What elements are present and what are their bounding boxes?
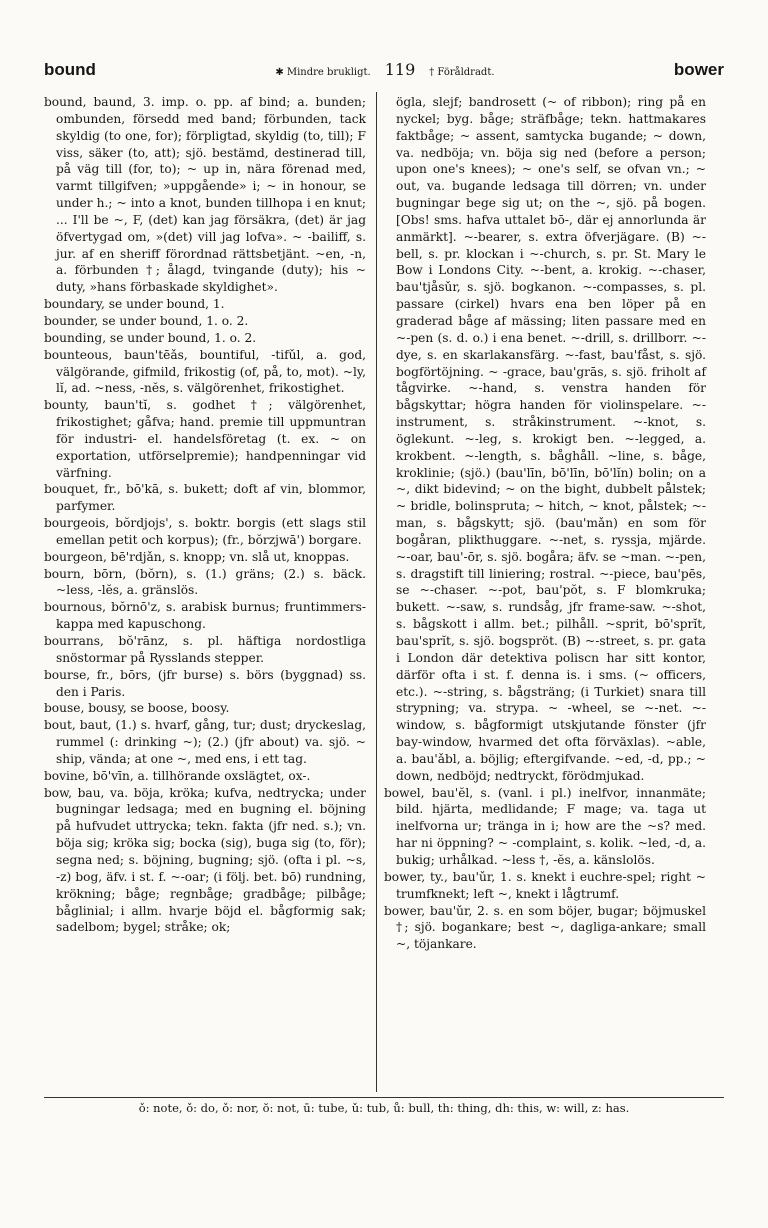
entry-bounding: bounding, se under bound, 1. o. 2. <box>44 330 257 345</box>
page-header <box>44 60 724 84</box>
entry-bournous: bournous, bŏrnō'z, s. arabisk burnus; fruntimmers-kappa med kapuschong. <box>44 600 366 632</box>
left-guide-word: bound <box>44 60 96 79</box>
entry-bound: bound, baund, 3. imp. o. pp. af bind; a. bunden; ombunden, försedd med band; förbunden, tack skyldig (to one, for); förpligtad, skyldig (to, till); F viss, säker (to, att); sjö. bestämd, destinerad till, på väg till (for, to); ~ up in, nära förenad med, varmt tillgifven; »uppgående» i; ~ in honour, se under h.; ~ into a knot, bunden tillhopa i en knut; ... I'll be ~, F, (det) kan jag försäkra, (det) är jag öfvertygad om, »(det) vill jag lofva». ~ -bailiff, s. jur. af en sheriff förordnad rättsbetjänt. ~en, -n, a. förbunden †; ålagd, tvingande (duty); his ~ duty, »hans förbaskade skyldighet». <box>44 95 366 295</box>
header-legend <box>275 60 494 79</box>
entry-bouse: bouse, bousy, se boose, boosy. <box>44 701 230 716</box>
entry-bout: bout, baut, (1.) s. hvarf, gång, tur; dust; dryckeslag, rummel (: drinking ~); (2.) (jfr about) va. sjö. ~ ship, vända; at one ~, med ens, i ett tag. <box>44 718 366 766</box>
entry-bounty: bounty, baun'tĭ, s. godhet †; välgörenhet, frikostighet; gåfva; hand. premie till uppmuntran för industri- el. handelsföretag (t. ex. ~ on exportation, utförselpremie); handpenningar vid värfning. <box>44 398 366 480</box>
entry-bouquet: bouquet, fr., bō'kā, s. bukett; doft af vin, blommor, parfymer. <box>44 482 366 514</box>
column-divider <box>376 92 377 1092</box>
archaic-legend: † Föråldradt. <box>429 67 495 78</box>
page-number: 119 <box>384 60 416 79</box>
entry-bovine: bovine, bō'vīn, a. tillhörande oxslägtet, ox-. <box>44 768 311 783</box>
entry-bounteous: bounteous, baun'tēǎs, bountiful, -tifǔl, a. god, välgörande, gifmild, frikostig (of, på, to, mot). ~ly, lĭ, ad. ~ness, -nĕs, s. välgörenhet, frikostighet. <box>44 347 366 396</box>
entry-bourrans: bourrans, bŏ'rānz, s. pl. häftiga nordostliga snöstormar på Rysslands stepper. <box>44 634 366 665</box>
left-column <box>44 94 366 936</box>
entry-boundary: boundary, se under bound, 1. <box>44 297 225 312</box>
right-column <box>384 94 706 953</box>
obsolete-legend: ✱ Mindre brukligt. <box>275 67 371 78</box>
entry-bourn: bourn, bōrn, (bŏrn), s. (1.) gräns; (2.) s. bäck. ~less, -lĕs, a. gränslös. <box>44 566 366 598</box>
entry-bounder: bounder, se under bound, 1. o. 2. <box>44 313 249 328</box>
pronunciation-key: ǒ: note, ǒ: do, ǒ: nor, ŏ: not, ū: tube, ǔ: tub, ů: bull, th: thing, dh: this, w: will, z: has. <box>44 1097 724 1123</box>
entry-bow-continued: ögla, slejf; bandrosett (~ of ribbon); ring på en nyckel; byg. båge; sträfbåge; tekn. hattmakares faktbåge; ~ assent, samtycka bugande; ~ down, va. nedböja; vn. böja sig ned (before a person; upon one's knees); ~ one's self, se ofvan vn.; ~ out, va. bugande ledsaga till dörren; vn. under bugningar bege sig ut; on the ~, sjö. på bogen. [Obs! sms. hafva uttalet bō-, där ej annorlunda är anmärkt]. ~-bearer, s. extra öfverjägare. (B) ~-bell, s. pr. klockan i ~-church, s. pr. St. Mary le Bow i Londons City. ~-bent, a. krokig. ~-chaser, bau'tjåsǔr, s. sjö. bogkanon. ~-compasses, s. pl. passare (cirkel) hvars ena ben löper på en graderad båge af mässing; liten passare med en ~-pen (s. d. o.) i ena benet. ~-drill, s. drillborr. ~-dye, s. en skarlakansfärg. ~-fast, bau'fåst, s. sjö. bogförtöjning. ~ -grace, bau'grās, s. sjö. friholt af tågvirke. ~-hand, s. venstra handen för bågskyttar; högra handen för violinspelare. ~-instrument, s. stråkinstrument. ~-knot, s. öglekunt. ~-leg, s. krokigt ben. ~-legged, a. krokbent. ~-length, s. båghåll. ~line, s. båge, kroklinie; (sjö.) (bau'līn, bō'līn, bō'lĭn) bolin; on a ~, dikt bidevind; ~ on the bight, dubbelt pålstek; ~ bridle, bolinspruta; ~ hitch, ~ knot, pålstek; ~-man, s. bågskytt; sjö. (bau'mǎn) en som för bogåran, plikthuggare. ~-net, s. ryssja, mjärde. ~-oar, bau'-ōr, s. sjö. bogåra; äfv. se ~man. ~-pen, s. dragstift till liniering; rostral. ~-piece, bau'pēs, se ~-chaser. ~-pot, bau'pŏt, s. F blomkruka; bukett. ~-saw, s. rundsåg, jfr frame-saw. ~-shot, s. bågskott i allm. bet.; pilhåll. ~sprit, bō'sprĭt, bau'sprĭt, s. sjö. bogspröt. (B) ~-street, s. pr. gata i London där detektiva poliscn har sitt kontor, därför ofta i st. f. denna is. i sms. (~ officers, etc.). ~-string, s. bågsträng; (i Turkiet) snara till strypning; va. strypa. ~ -wheel, se ~-net. ~-window, s. bågformigt utskjutande fönster (jfr bay-window, hvarmed det ofta förväxlas). ~able, a. bau'ǎbl, a. böjlig; eftergifvande. ~ed, -d, pp.; ~ down, nedböjd; nedtryckt, förödmjukad. <box>396 95 706 783</box>
right-guide-word: bower <box>673 60 724 79</box>
entry-bourgeois: bourgeois, bŏrdjojs', s. boktr. borgis (ett slags stil emellan petit och korpus); (fr., bŏrzjwā') borgare. <box>44 516 366 547</box>
entry-bower-1: bower, ty., bau'ǔr, 1. s. knekt i euchre-spel; right ~ trumfknekt; left ~, knekt i lågtrumf. <box>384 869 706 901</box>
entry-bowel: bowel, bau'ĕl, s. (vanl. i pl.) inelfvor, innanmäte; bild. hjärta, medlidande; F mage; va. taga ut inelfvorna ur; tränga in i; how are the ~s? med. har ni öppning? ~ -complaint, s. kolik. ~led, -d, a. bukig; urhålkad. ~less †, -ĕs, a. känslolös. <box>384 785 706 867</box>
entry-bourgeon: bourgeon, bē'rdjǎn, s. knopp; vn. slå ut, knoppas. <box>44 549 350 564</box>
entry-bower-2: bower, bau'ǔr, 2. s. en som böjer, bugar; böjmuskel †; sjö. bogankare; best ~, dagliga-ankare; small ~, töjankare. <box>384 903 706 952</box>
entry-bourse: bourse, fr., bōrs, (jfr burse) s. börs (byggnad) ss. den i Paris. <box>44 667 366 699</box>
entry-bow: bow, bau, va. böja, kröka; kufva, nedtrycka; under bugningar ledsaga; med en bugning el. böjning på hufvudet uttrycka; tekn. fakta (jfr ned. s.); vn. böja sig; kröka sig; bocka (sig), buga sig (to, för); segna ned; s. böjning, bugning; sjö. (ofta i pl. ~s, -z) bog, äfv. i st. f. ~-oar; (i följ. bet. bō) rundning, krökning; båge; regnbåge; gradbåge; pilbåge; båglinial; i allm. hvarje böjd el. bågformig sak; sadelbom; bygel; stråke; ok; <box>44 785 366 935</box>
